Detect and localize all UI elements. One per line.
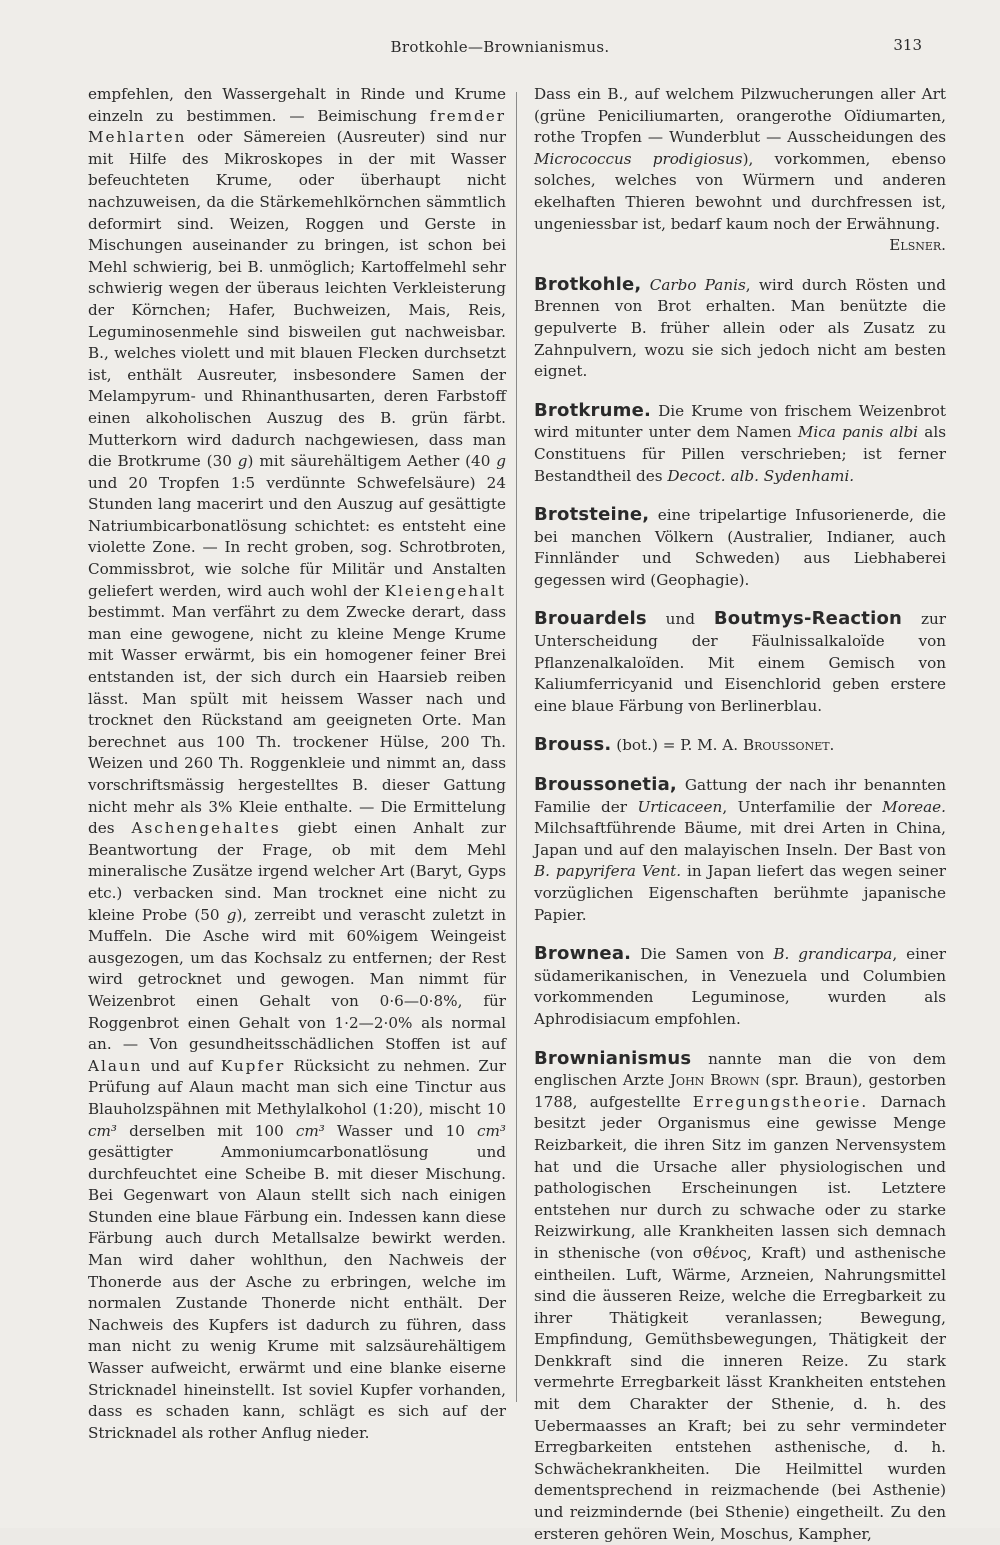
spaced-term: Aschengehaltes — [131, 819, 281, 838]
right-column — [534, 84, 946, 1545]
spaced-term: fremder Mehlarten — [88, 106, 506, 147]
headword: Brotkrume. — [534, 399, 652, 421]
page-number: 313 — [893, 36, 922, 54]
entry-brotkohle: Brotkohle, Carbo Panis, wird durch Rösten und Brennen von Brot erhalten. Man benützte die gepulverte B. früher allein oder als Zusatz zu Zahnpulvern, wozu sie sich jedoch nicht am besten eignet. — [534, 273, 947, 381]
entry-brownea: Brownea. Die Samen von B. grandicarpa, einer südamerikanischen, in Venezuela und Columbien vorkommenden Leguminose, wurden als Aphrodisiacum empfohlen. — [534, 943, 947, 1028]
headword: Brouardels — [534, 608, 647, 630]
spaced-term: Alaun — [88, 1056, 143, 1075]
headword: Broussonetia, — [534, 774, 677, 796]
spaced-term: Erregungstheorie. — [692, 1092, 869, 1111]
entry-brouardels: Brouardels und Boutmys-Reaction zur Unterscheidung der Fäulnissalkaloïde von Pflanzenalkaloïden. Mit einem Gemisch von Kaliumferricyanid und Eisenchlorid geben erstere eine blaue Färbung von Berlinerblau. — [534, 608, 946, 715]
headword: Brownianismus — [534, 1047, 692, 1069]
headword: Brotsteine, — [534, 504, 650, 526]
headword: Boutmys-Reaction — [713, 608, 903, 630]
headword: Brownea. — [534, 943, 632, 965]
author-signature: Elsner. — [889, 236, 946, 255]
headword: Brotkohle, — [534, 273, 642, 295]
running-head: Brotkohle—Brownianismus. — [390, 38, 610, 56]
entry-brouss: Brouss. (bot.) = P. M. A. Broussonet. — [534, 734, 835, 756]
spaced-term: Kupfer — [220, 1056, 286, 1075]
spaced-term: Kleiengehalt — [384, 581, 506, 600]
entry-brotkrume: Brotkrume. Die Krume von frischem Weizenbrot wird mitunter unter dem Namen Mica panis albi als Constituens für Pillen verschrieben; ist ferner Bestandtheil des Decoct. alb. Sydenhami. — [534, 399, 946, 485]
entry-continuation: Dass ein B., auf welchem Pilzwucherungen aller Art (grüne Peniciliumarten, orangerothe Oïdiumarten, rothe Tropfen — Wunderblut — Ausscheidungen des Micrococcus prodigiosus), vorkommen, ebenso solches, welches von Würmern und anderen ekelhaften Thieren bewohnt und durchfressen ist, ungeniessbar ist, bedarf kaum noch der Erwähnung. Elsner. — [534, 84, 946, 257]
entry-broussonetia: Broussonetia, Gattung der nach ihr benannten Familie der Urticaceen, Unterfamilie der Moreae. Milchsaftführende Bäume, mit drei Arten in China, Japan und auf den malayischen Inseln. Der Bast von B. papyrifera Vent. in Japan liefert das wegen seiner vorzüglichen Eigenschaften berühmte japanische Papier. — [534, 774, 946, 924]
entry-brownianismus: Brownianismus nannte man die von dem englischen Arzte John Brown (spr. Braun), gestorben 1788, aufgestellte Erregungstheorie. Darnach besitzt jeder Organismus eine gewisse Menge Reizbarkeit, die ihren Sitz im ganzen Nervensystem hat und die Ursache aller physiologischen und pathologischen Erscheinungen ist. Letztere entstehen nur durch zu schwache oder zu starke Reizwirkung, alle Krankheiten lassen sich demnach in sthenische (von σθένος, Kraft) und asthenische eintheilen. Luft, Wärme, Arzneien, Nahrungsmittel sind die äusseren Reize, welche die Erregbarkeit zu ihrer Thätigkeit veranlassen; Bewegung, Empfindung, Gemüthsbewegungen, Thätigkeit der Denkkraft sind die inneren Reize. Zu stark vermehrte Erregbarkeit lässt Krankheiten entstehen mit dem Charakter der Sthenie, d. h. des Uebermaasses an Kraft; bei zu sehr vermindeter Erregbarkeiten entstehen asthenische, d. h. Schwächekrankheiten. Die Heilmittel wurden dementsprechend in reizmachende (bei Asthenie) und reizmindernde (bei Sthenie) eingetheilt. Zu den ersteren gehören Wein, Moschus, Kampher, — [534, 1047, 947, 1543]
left-column-paragraph: empfehlen, den Wassergehalt in Rinde und Krume einzeln zu bestimmen. — Beimischung fremder Mehlarten oder Sämereien (Ausreuter) sind nur mit Hilfe des Mikroskopes in der mit Wasser befeuchteten Krume, oder überhaupt nicht nachzuweisen, da die Stärkemehlkörnchen sämmtlich deformirt sind. Weizen, Roggen und Gerste in Mischungen auseinander zu bringen, ist schon bei Mehl schwierig, bei B. unmöglich; Kartoffelmehl sehr schwierig wegen der überaus leichten Verkleisterung der Körnchen; Hafer, Buchweizen, Mais, Reis, Leguminosenmehle sind bisweilen gut nachweisbar. B., welches violett und mit blauen Flecken durchsetzt ist, enthält Ausreuter, insbesondere Samen der Melampyrum- und Rhinanthusarten, deren Farbstoff einen alkoholischen Auszug des B. grün färbt. Mutterkorn wird dadurch nachgewiesen, dass man die Brotkrume (30 g) mit säurehältigem Aether (40 g und 20 Tropfen 1:5 verdünnte Schwefelsäure) 24 Stunden lang macerirt und den Auszug auf gesättigte Natriumbicarbonatlösung schichtet: es entsteht eine violette Zone. — In recht groben, sog. Schrotbroten, Commissbrot, wie solche für Militär und Anstalten geliefert werden, wird auch wohl der Kleiengehalt bestimmt. Man verfährt zu dem Zwecke derart, dass man eine gewogene, nicht zu kleine Menge Krume mit Wasser erwärmt, bis ein homogener feiner Brei entstanden ist, der sich durch ein Haarsieb reiben lässt. Man spült mit heissem Wasser nach und trocknet den Rückstand am geeigneten Orte. Man berechnet aus 100 Th. trockener Hülse, 200 Th. Weizen und 260 Th. Roggenkleie und nimmt an, dass vorschriftsmässig hergestelltes B. dieser Gattung nicht mehr als 3% Kleie enthalte. — Die Ermittelung des Aschengehaltes giebt einen Anhalt zur Beantwortung der Frage, ob mit dem Mehl mineralische Zusätze irgend welcher Art (Baryt, Gyps etc.) verbacken sind. Man trocknet eine nicht zu kleine Probe (50 g), zerreibt und verascht zuletzt in Muffeln. Die Asche wird mit 60%igem Weingeist ausgezogen, um das Kochsalz zu entfernen; der Rest wird getrocknet und gewogen. Man nimmt für Weizenbrot einen Gehalt von 0·6—0·8%, für Roggenbrot einen Gehalt von 1·2—2·0% als normal an. — Von gesundheitsschädlichen Stoffen ist auf Alaun und auf Kupfer Rücksicht zu nehmen. Zur Prüfung auf Alaun macht man sich eine Tinctur aus Blauholzspähnen mit Methylalkohol (1:20), mischt 10 cm³ derselben mit 100 cm³ Wasser und 10 cm³ gesättigter Ammoniumcarbonatlösung und durchfeuchtet eine Scheibe B. mit dieser Mischung. Bei Gegenwart von Alaun stellt sich nach einigen Stunden eine blaue Färbung ein. Indessen kann diese Färbung auch durch Metallsalze bewirkt werden. Man wird daher wohlthun, den Nachweis der Thonerde aus der Asche zu erbringen, welche im normalen Zustande Thonerde nicht enthält. Der Nachweis des Kupfers ist dadurch zu führen, dass man nicht zu wenig Krume mit salzsäurehältigem Wasser aufweicht, erwärmt und eine blanke eiserne Stricknadel hineinstellt. Ist soviel Kupfer vorhanden, dass es schaden kann, schlägt es sich auf der Stricknadel als rother Anflug nieder. — [88, 85, 506, 1442]
entry-brotsteine: Brotsteine, eine tripelartige Infusorienerde, die bei manchen Völkern (Australier, Indianer, auch Finnländer und Schweden) aus Liebhaberei gegessen wird (Geophagie). — [534, 504, 946, 589]
column-divider — [516, 92, 517, 1402]
headword: Brouss. — [534, 734, 612, 756]
left-column — [88, 84, 506, 1444]
